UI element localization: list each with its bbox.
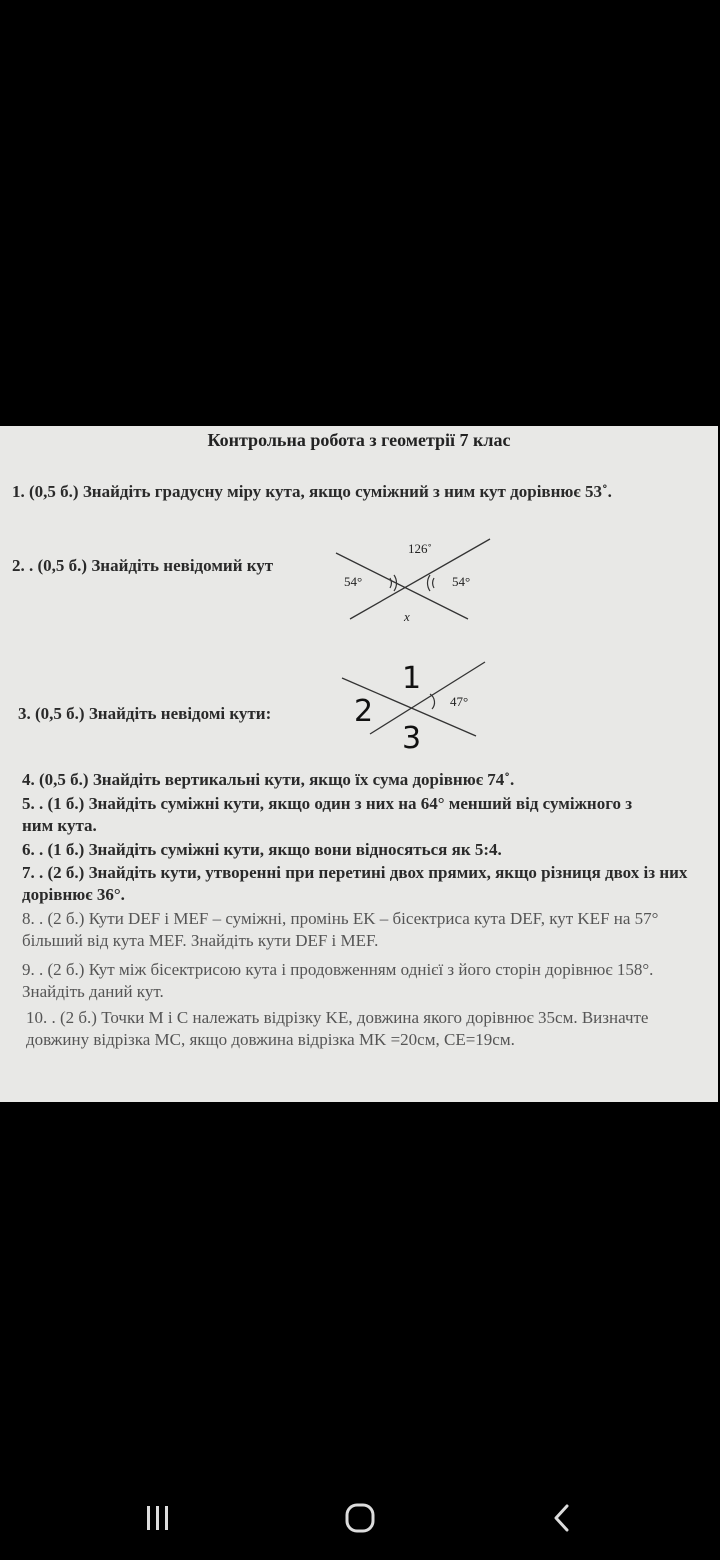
recent-apps-icon xyxy=(143,1503,173,1533)
question-1-text: 1. (0,5 б.) Знайдіть градусну міру кута, якщо суміжний з ним кут дорівнює 53˚. xyxy=(12,482,612,501)
question-8-text: 8. . (2 б.) Кути DEF і MEF – суміжні, промінь EK – бісектриса кута DEF, кут KEF на 57° більший від кута MEF. Знайдіть кути DEF і MEF. xyxy=(22,909,659,950)
question-7 xyxy=(22,862,702,906)
angle-label-right: 54° xyxy=(452,574,471,589)
angle-label-2: 2 xyxy=(354,694,374,729)
intersecting-lines-diagram-3 xyxy=(340,654,500,754)
question-6-text: 6. . (1 б.) Знайдіть суміжні кути, якщо вони відносяться як 5:4. xyxy=(22,840,502,859)
angle-label-47: 47° xyxy=(450,694,469,709)
question-2 xyxy=(12,555,332,577)
question-9 xyxy=(22,959,682,1003)
question-3-text: 3. (0,5 б.) Знайдіть невідомі кути: xyxy=(18,704,272,723)
angle-label-3: 3 xyxy=(402,721,422,754)
angle-label-left: 54° xyxy=(344,574,363,589)
angle-arc-right-2 xyxy=(427,575,430,591)
angle-label-top: 126˚ xyxy=(408,541,432,556)
question-10 xyxy=(26,1007,696,1051)
question-6 xyxy=(22,839,662,861)
home-icon xyxy=(343,1501,377,1535)
home-button[interactable] xyxy=(340,1498,380,1538)
back-icon xyxy=(547,1503,577,1533)
question-3 xyxy=(18,703,338,725)
worksheet-photo xyxy=(0,426,718,1102)
intersecting-lines-diagram-2 xyxy=(330,531,500,626)
question-5-text: 5. . (1 б.) Знайдіть суміжні кути, якщо один з них на 64° менший від суміжного з ним кута. xyxy=(22,794,633,835)
question-5 xyxy=(22,793,662,837)
question-8 xyxy=(22,908,702,952)
angle-arc-right xyxy=(433,578,434,588)
question-7-text: 7. . (2 б.) Знайдіть кути, утворенні при перетині двох прямих, якщо різниця двох із них дорівнює 36°. xyxy=(22,863,688,904)
angle-arc-left xyxy=(390,578,391,588)
question-4 xyxy=(22,769,662,791)
angle-label-1: 1 xyxy=(402,661,422,696)
angle-label-bottom: x xyxy=(404,609,410,624)
question-1 xyxy=(12,481,612,503)
question-2-text: 2. . (0,5 б.) Знайдіть невідомий кут xyxy=(12,556,274,575)
question-9-text: 9. . (2 б.) Кут між бісектрисою кута і продовженням однієї з його сторін дорівнює 158°. Знайдіть даний кут. xyxy=(22,960,654,1001)
recent-apps-button[interactable] xyxy=(138,1498,178,1538)
question-10-text: 10. . (2 б.) Точки M і C належать відрізку KE, довжина якого дорівнює 35см. Визначте довжину відрізка MC, якщо довжина відрізка MK =20см, CE=19см. xyxy=(26,1008,649,1049)
question-4-text: 4. (0,5 б.) Знайдіть вертикальні кути, якщо їх сума дорівнює 74˚. xyxy=(22,770,515,789)
page-title: Контрольна робота з геометрії 7 клас xyxy=(207,430,511,450)
navigation-bar xyxy=(0,1470,720,1560)
back-button[interactable] xyxy=(542,1498,582,1538)
